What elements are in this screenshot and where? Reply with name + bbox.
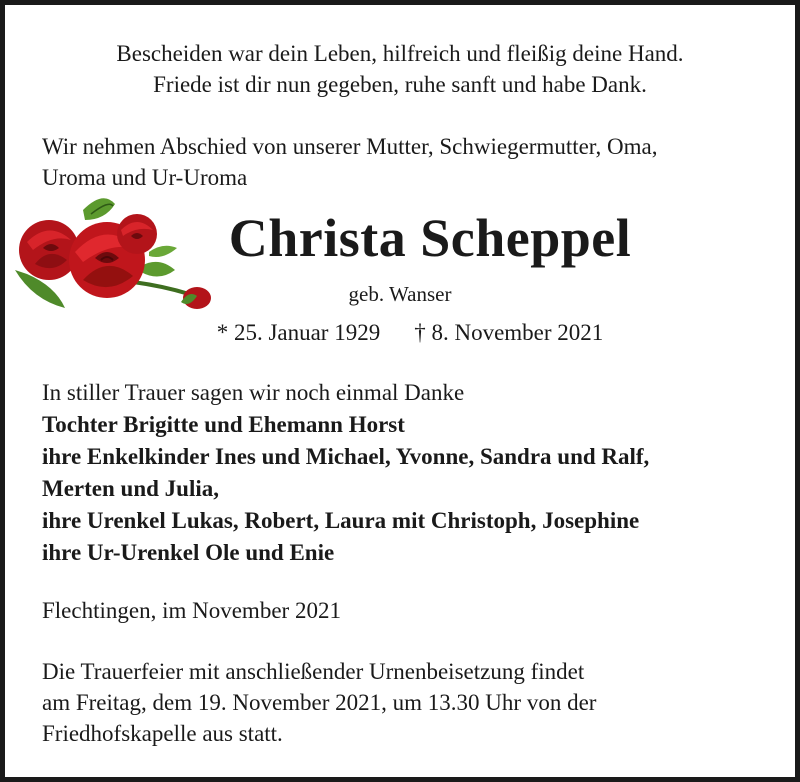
mourner-line: ihre Urenkel Lukas, Robert, Laura mit Christoph, Josephine [42,508,640,533]
mourner-line: ihre Ur-Urenkel Ole und Enie [42,540,335,565]
farewell-intro-line-2: Uroma und Ur-Uroma [42,165,248,190]
birth-date: * 25. Januar 1929 [216,320,381,345]
memorial-verse-line-2: Friede ist dir nun gegeben, ruhe sanft und habe Dank. [153,72,647,97]
farewell-intro-line-1: Wir nehmen Abschied von unserer Mutter, Schwiegermutter, Oma, [42,134,658,159]
death-date: † 8. November 2021 [414,320,604,345]
mourner-line: Merten und Julia, [42,476,219,501]
mourner-line: Tochter Brigitte und Ehemann Horst [42,412,405,437]
memorial-verse [5,38,795,100]
service-line-2: am Freitag, dem 19. November 2021, um 13.30 Uhr von der [42,690,597,715]
mourners-intro: In stiller Trauer sagen wir noch einmal Danke [42,380,465,405]
funeral-service-info [42,656,762,749]
service-line-1: Die Trauerfeier mit anschließender Urnenbeisetzung findet [42,659,585,684]
place-and-date: Flechtingen, im November 2021 [42,598,341,623]
life-dates [5,318,795,348]
farewell-intro [42,131,765,193]
service-line-3: Friedhofskapelle aus statt. [42,721,283,746]
deceased-name: Christa Scheppel [228,208,632,268]
mourner-line: ihre Enkelkinder Ines und Michael, Yvonne, Sandra und Ralf, [42,444,650,469]
birth-name: geb. Wanser [348,282,452,306]
mourners-list [42,377,765,569]
memorial-verse-line-1: Bescheiden war dein Leben, hilfreich und fleißig deine Hand. [116,41,684,66]
